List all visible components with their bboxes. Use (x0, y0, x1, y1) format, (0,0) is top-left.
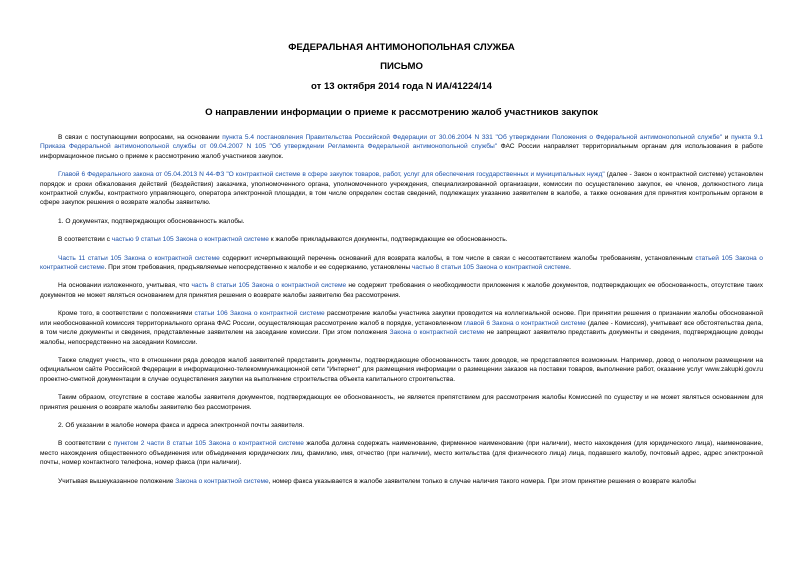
document-type: ПИСЬМО (380, 61, 423, 72)
section-heading-1: 1. О документах, подтверждающих обоснованность жалобы. (58, 217, 245, 225)
link-contract-system-law-b[interactable]: Закона о контрактной системе (175, 477, 269, 485)
paragraph-1: В связи с поступающими вопросами, на основании пункта 5.4 постановления Правительства Российской Федерации от 30.06.2004 N 331 "Об утверждении Положения о Федеральной антимонопольной службе" и пункта 9.1 Приказа Федеральной антимонопольной службы от 09.04.2007 N 105 "Об утверждении Регламента Федеральной антимонопольной службы" ФАС России направляет территориальным органам для использования в работе информационное письмо о приеме к рассмотрению жалоб участников закупок. (40, 134, 763, 160)
paragraph-8: Также следует учесть, что в отношении ряда доводов жалоб заявителей представить документы, подтверждающие обоснованность таких доводов, не представляется возможным. Например, довод о неполном размещении на официальном сайте Российской Федерации в информационно-телекоммуникационной сети "Интернет" для размещения информации о размещении заказов на поставки товаров, выполнение работ, оказание услуг www.zakupki.gov.ru проектно-сметной документации в случае осуществления закупки на выполнение строительства объекта капитального строительства. (40, 356, 763, 383)
paragraph-4: В соответствии с частью 9 статьи 105 Закона о контрактной системе к жалобе прикладываются документы, подтверждающие ее обоснованность. (58, 236, 508, 244)
link-part-8-article-105-b[interactable]: часть 8 статьи 105 Закона о контрактной системе (191, 282, 347, 290)
link-part-11-article-105[interactable]: Часть 11 статьи 105 Закона о контрактной системе (58, 254, 220, 262)
link-part-9-article-105[interactable]: частью 9 статьи 105 Закона о контрактной системе (111, 236, 269, 244)
link-article-105[interactable]: статьей 105 Закона о контрактной системе (40, 254, 763, 272)
link-decree-331[interactable]: пункта 5.4 постановления Правительства Российской Федерации от 30.06.2004 N 331 "Об утверждении Положения о Федеральной антимонопольной службе" (222, 134, 723, 141)
section-heading-2: 2. Об указании в жалобе номера факса и адреса электронной почты заявителя. (58, 421, 305, 429)
paragraph-2: Главой 6 Федерального закона от 05.04.2013 N 44-ФЗ "О контрактной системе в сфере закупок товаров, работ, услуг для обеспечения государственных и муниципальных нужд" (далее - Закон о контрактной системе) установлен порядок и сроки обжалования действий (бездействия) заказчика, уполномоченного органа, уполномоченного учреждения, специализированной организации, комиссии по осуществлению закупок, ее членов, должностного лица контрактной службы, контрактного управляющего, оператора электронной площадки, в том числе определен состав сведений, подлежащих указанию заявителем в жалобе, а также основания для принятия контрольным органом в сфере закупок решения о возврате жалобы заявителю. (40, 171, 764, 207)
agency-title: ФЕДЕРАЛЬНАЯ АНТИМОНОПОЛЬНАЯ СЛУЖБА (288, 42, 515, 53)
document-subject: О направлении информации о приеме к рассмотрению жалоб участников закупок (205, 107, 598, 118)
link-article-106[interactable]: статьи 106 Закона о контрактной системе (194, 310, 325, 318)
link-chapter-6[interactable]: главой 6 Закона о контрактной системе (463, 319, 586, 327)
paragraph-7: Кроме того, в соответствии с положениями статьи 106 Закона о контрактной системе рассмотрение жалобы участника закупки проводится на коллегиальной основе. При принятии решения о признании жалобы обоснованной или необоснованной комиссия территориального органа ФАС России, осуществляющая рассмотрение жалоб в порядке, установленном главой 6 Закона о контрактной системе (далее - Комиссия), учитывает все обстоятельства дела, в том числе документы и сведения, представленные заявителем на заседание комиссии. При этом положения Закона о контрактной системе не запрещают заявителю представить документы и сведения, подтверждающие доводы жалобы, непосредственно на заседании Комиссии. (40, 310, 764, 346)
link-order-105[interactable]: пункта 9.1 Приказа Федеральной антимонопольной службы от 09.04.2007 N 105 "Об утверждении Регламента Федеральной антимонопольной службы" (40, 134, 763, 151)
paragraph-6: На основании изложенного, учитывая, что часть 8 статьи 105 Закона о контрактной системе не содержит требования о необходимости приложения к жалобе документов, подтверждающих ее обоснованность, отсутствие таких документов не может являться основанием для принятия решения о возврате жалобы заявителю без рассмотрения. (40, 282, 764, 299)
paragraph-11: В соответствии с пунктом 2 части 8 статьи 105 Закона о контрактной системе жалоба должна содержать наименование, фирменное наименование (при наличии), место нахождения (для юридического лица), наименование, место нахождения общественного объединения или объединения юридических лиц, фамилию, имя, отчество (при наличии), место жительства (для физического лица) лица, подавшего жалобу, почтовый адрес, адрес электронной почты, номер контактного телефона, номер факса (при наличии). (40, 440, 763, 467)
paragraph-12: Учитывая вышеуказанное положение Закона о контрактной системе, номер факса указывается в жалобе заявителем только в случае наличия такого номера. При этом принятие решения о возврате жалобы (58, 477, 696, 485)
document-date-number: от 13 октября 2014 года N ИА/41224/14 (310, 81, 492, 92)
link-clause-2-part-8-article-105[interactable]: пунктом 2 части 8 статьи 105 Закона о контрактной системе (113, 440, 304, 448)
paragraph-5: Часть 11 статьи 105 Закона о контрактной системе содержит исчерпывающий перечень оснований для возврата жалобы, в том числе в связи с несоответствием жалобы требованиям, установленным статьей 105 Закона о контрактной системе. При этом требования, предъявляемые непосредственно к жалобе и ее содержанию, установлены частью 8 статьи 105 Закона о контрактной системе. (40, 254, 763, 272)
link-part-8-article-105[interactable]: частью 8 статьи 105 Закона о контрактной системе (412, 264, 570, 272)
link-contract-system-law[interactable]: Закона о контрактной системе (389, 329, 485, 337)
link-chapter-6-law-44[interactable]: Главой 6 Федерального закона от 05.04.2013 N 44-ФЗ "О контрактной системе в сфере закупок товаров, работ, услуг для обеспечения государственных и муниципальных нужд" (58, 171, 605, 179)
paragraph-9: Таким образом, отсутствие в составе жалобы заявителя документов, подтверждающих ее обоснованность, не является препятствием для рассмотрения жалобы Комиссией по существу и не может являться основанием для принятия решения о возврате жалобы заявителю без рассмотрения. (40, 394, 763, 411)
